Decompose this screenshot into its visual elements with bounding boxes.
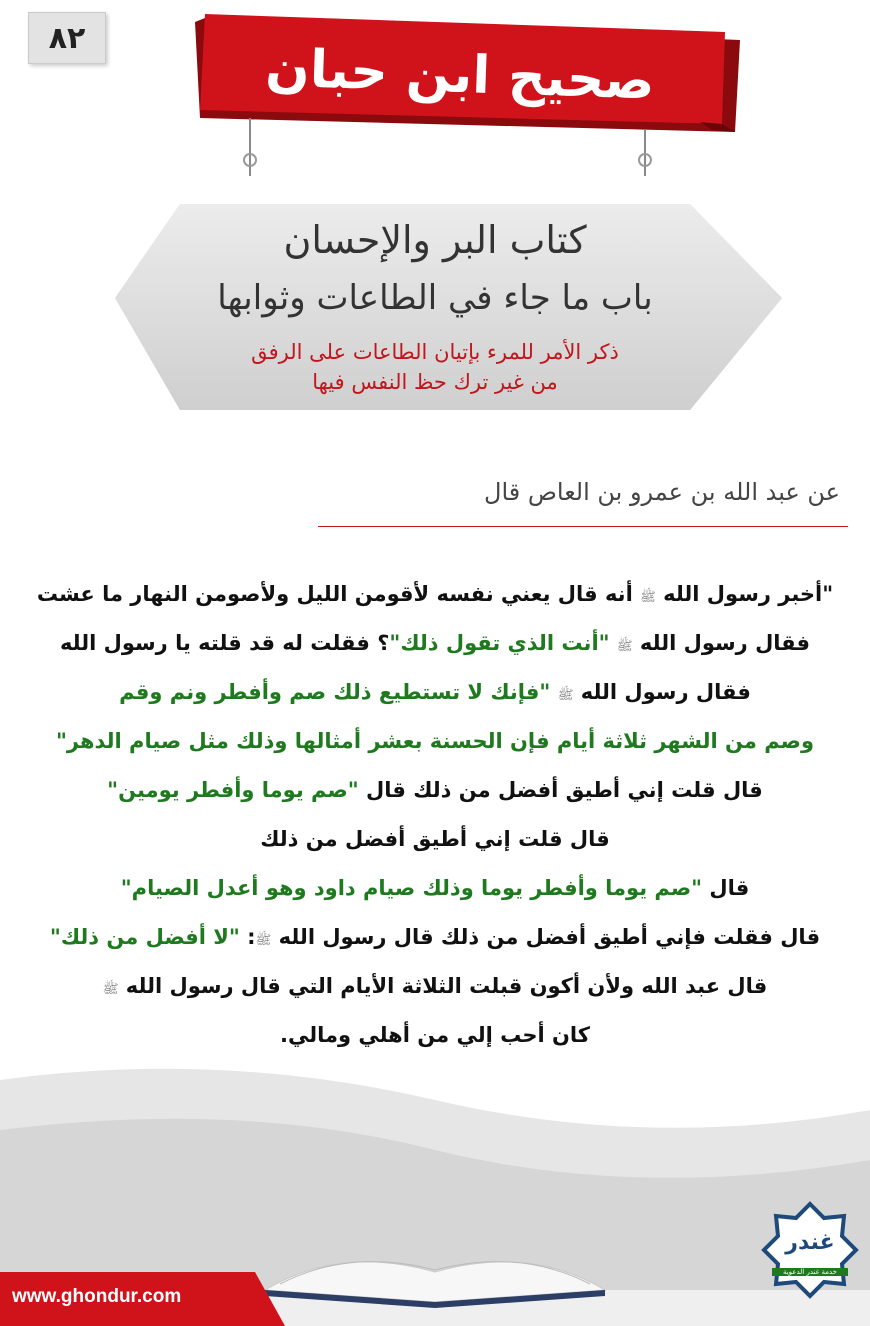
hadith-line: فقال رسول الله ﷺ "أنت الذي تقول ذلك"؟ فقلت له قد قلته يا رسول الله xyxy=(59,631,811,655)
logo-name: غندر xyxy=(785,1230,835,1255)
section-subtitle-line2: من غير ترك حظ النفس فيها xyxy=(312,370,558,394)
salawat-icon: ﷺ xyxy=(640,590,656,605)
divider xyxy=(318,526,848,527)
page-number: ٨٢ xyxy=(28,12,106,64)
hadith-line: قال قلت إني أطيق أفضل من ذلك قال "صم يوما وأفطر يومين" xyxy=(107,778,763,802)
salawat-icon: ﷺ xyxy=(255,933,272,948)
hadith-line: قال قلت إني أطيق أفضل من ذلك xyxy=(260,827,610,851)
hadith-line: وصم من الشهر ثلاثة أيام فإن الحسنة بعشر أمثالها وذلك مثل صيام الدهر" xyxy=(55,729,815,753)
hadith-line: "أخبر رسول الله ﷺ أنه قال يعني نفسه لأقومن الليل ولأصومن النهار ما عشت xyxy=(36,582,834,606)
hadith-line: قال فقلت فإني أطيق أفضل من ذلك قال رسول الله ﷺ: "لا أفضل من ذلك" xyxy=(49,925,821,949)
salawat-icon: ﷺ xyxy=(557,688,574,703)
hadith-line: قال "صم يوما وأفطر يوما وذلك صيام داود وهو أعدل الصيام" xyxy=(120,876,750,900)
salawat-icon: ﷺ xyxy=(102,982,119,997)
book-collection-title: صحيح ابن حبان xyxy=(264,38,656,112)
website-link[interactable]: www.ghondur.com xyxy=(12,1286,182,1307)
logo-tagline: خدمة غندر الدعوية xyxy=(772,1268,848,1276)
hadith-line: فقال رسول الله ﷺ "فإنك لا تستطيع ذلك صم وأفطر ونم وقم xyxy=(119,680,751,704)
narrator-line: عن عبد الله بن عمرو بن العاص قال xyxy=(484,478,840,506)
book-title: كتاب البر والإحسان xyxy=(283,218,587,262)
hadith-line: كان أحب إلي من أهلي ومالي. xyxy=(280,1023,590,1047)
section-subtitle-line1: ذكر الأمر للمرء بإتيان الطاعات على الرفق xyxy=(251,340,619,364)
hadith-line: قال عبد الله ولأن أكون قبلت الثلاثة الأيام التي قال رسول الله ﷺ xyxy=(102,974,768,998)
hadith-text xyxy=(10,570,860,1060)
salawat-icon: ﷺ xyxy=(616,639,633,654)
chapter-title: باب ما جاء في الطاعات وثوابها xyxy=(217,278,653,318)
